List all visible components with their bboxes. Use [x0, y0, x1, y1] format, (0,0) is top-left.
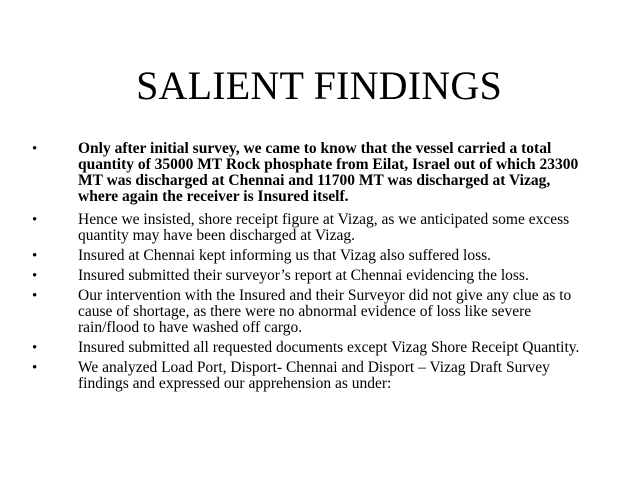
bullet-item-shore-receipt	[32, 212, 592, 244]
bullet-icon: •	[32, 360, 38, 376]
bullet-text: Insured submitted all requested documents except Vizag Shore Receipt Quantity.	[78, 339, 580, 356]
slide-title: SALIENT FINDINGS	[136, 63, 502, 108]
bullet-item-initial-survey	[32, 141, 592, 205]
bullet-item-vizag-loss	[32, 248, 592, 264]
bullet-text: Insured at Chennai kept informing us that Vizag also suffered loss.	[78, 247, 492, 264]
bullet-icon: •	[32, 141, 38, 157]
bullet-item-draft-survey	[32, 360, 592, 392]
bullet-text: Only after initial survey, we came to know that the vessel carried a total quantity of 35000 MT Rock phosphate from Eilat, Israel out of which 23300 MT was discharged at Chennai and 11700 MT was discharged at Vizag, where again the receiver is Insured itself.	[78, 140, 579, 205]
bullet-item-intervention	[32, 288, 592, 336]
bullet-icon: •	[32, 340, 38, 356]
bullet-text: Insured submitted their surveyor’s report at Chennai evidencing the loss.	[78, 267, 529, 284]
bullet-icon: •	[32, 248, 38, 264]
bullet-icon: •	[32, 268, 38, 284]
bullet-text: Hence we insisted, shore receipt figure at Vizag, as we anticipated some excess quantity may have been discharged at Vizag.	[78, 211, 570, 244]
bullet-list	[32, 141, 592, 396]
bullet-icon: •	[32, 288, 38, 304]
bullet-item-documents	[32, 340, 592, 356]
bullet-icon: •	[32, 212, 38, 228]
bullet-text: Our intervention with the Insured and their Surveyor did not give any clue as to cause of shortage, as there were no abnormal evidence of loss like severe rain/flood to have washed off cargo.	[78, 287, 572, 336]
bullet-item-surveyor-report	[32, 268, 592, 284]
bullet-text: We analyzed Load Port, Disport- Chennai and Disport – Vizag Draft Survey findings and expressed our apprehension as under:	[78, 359, 550, 392]
